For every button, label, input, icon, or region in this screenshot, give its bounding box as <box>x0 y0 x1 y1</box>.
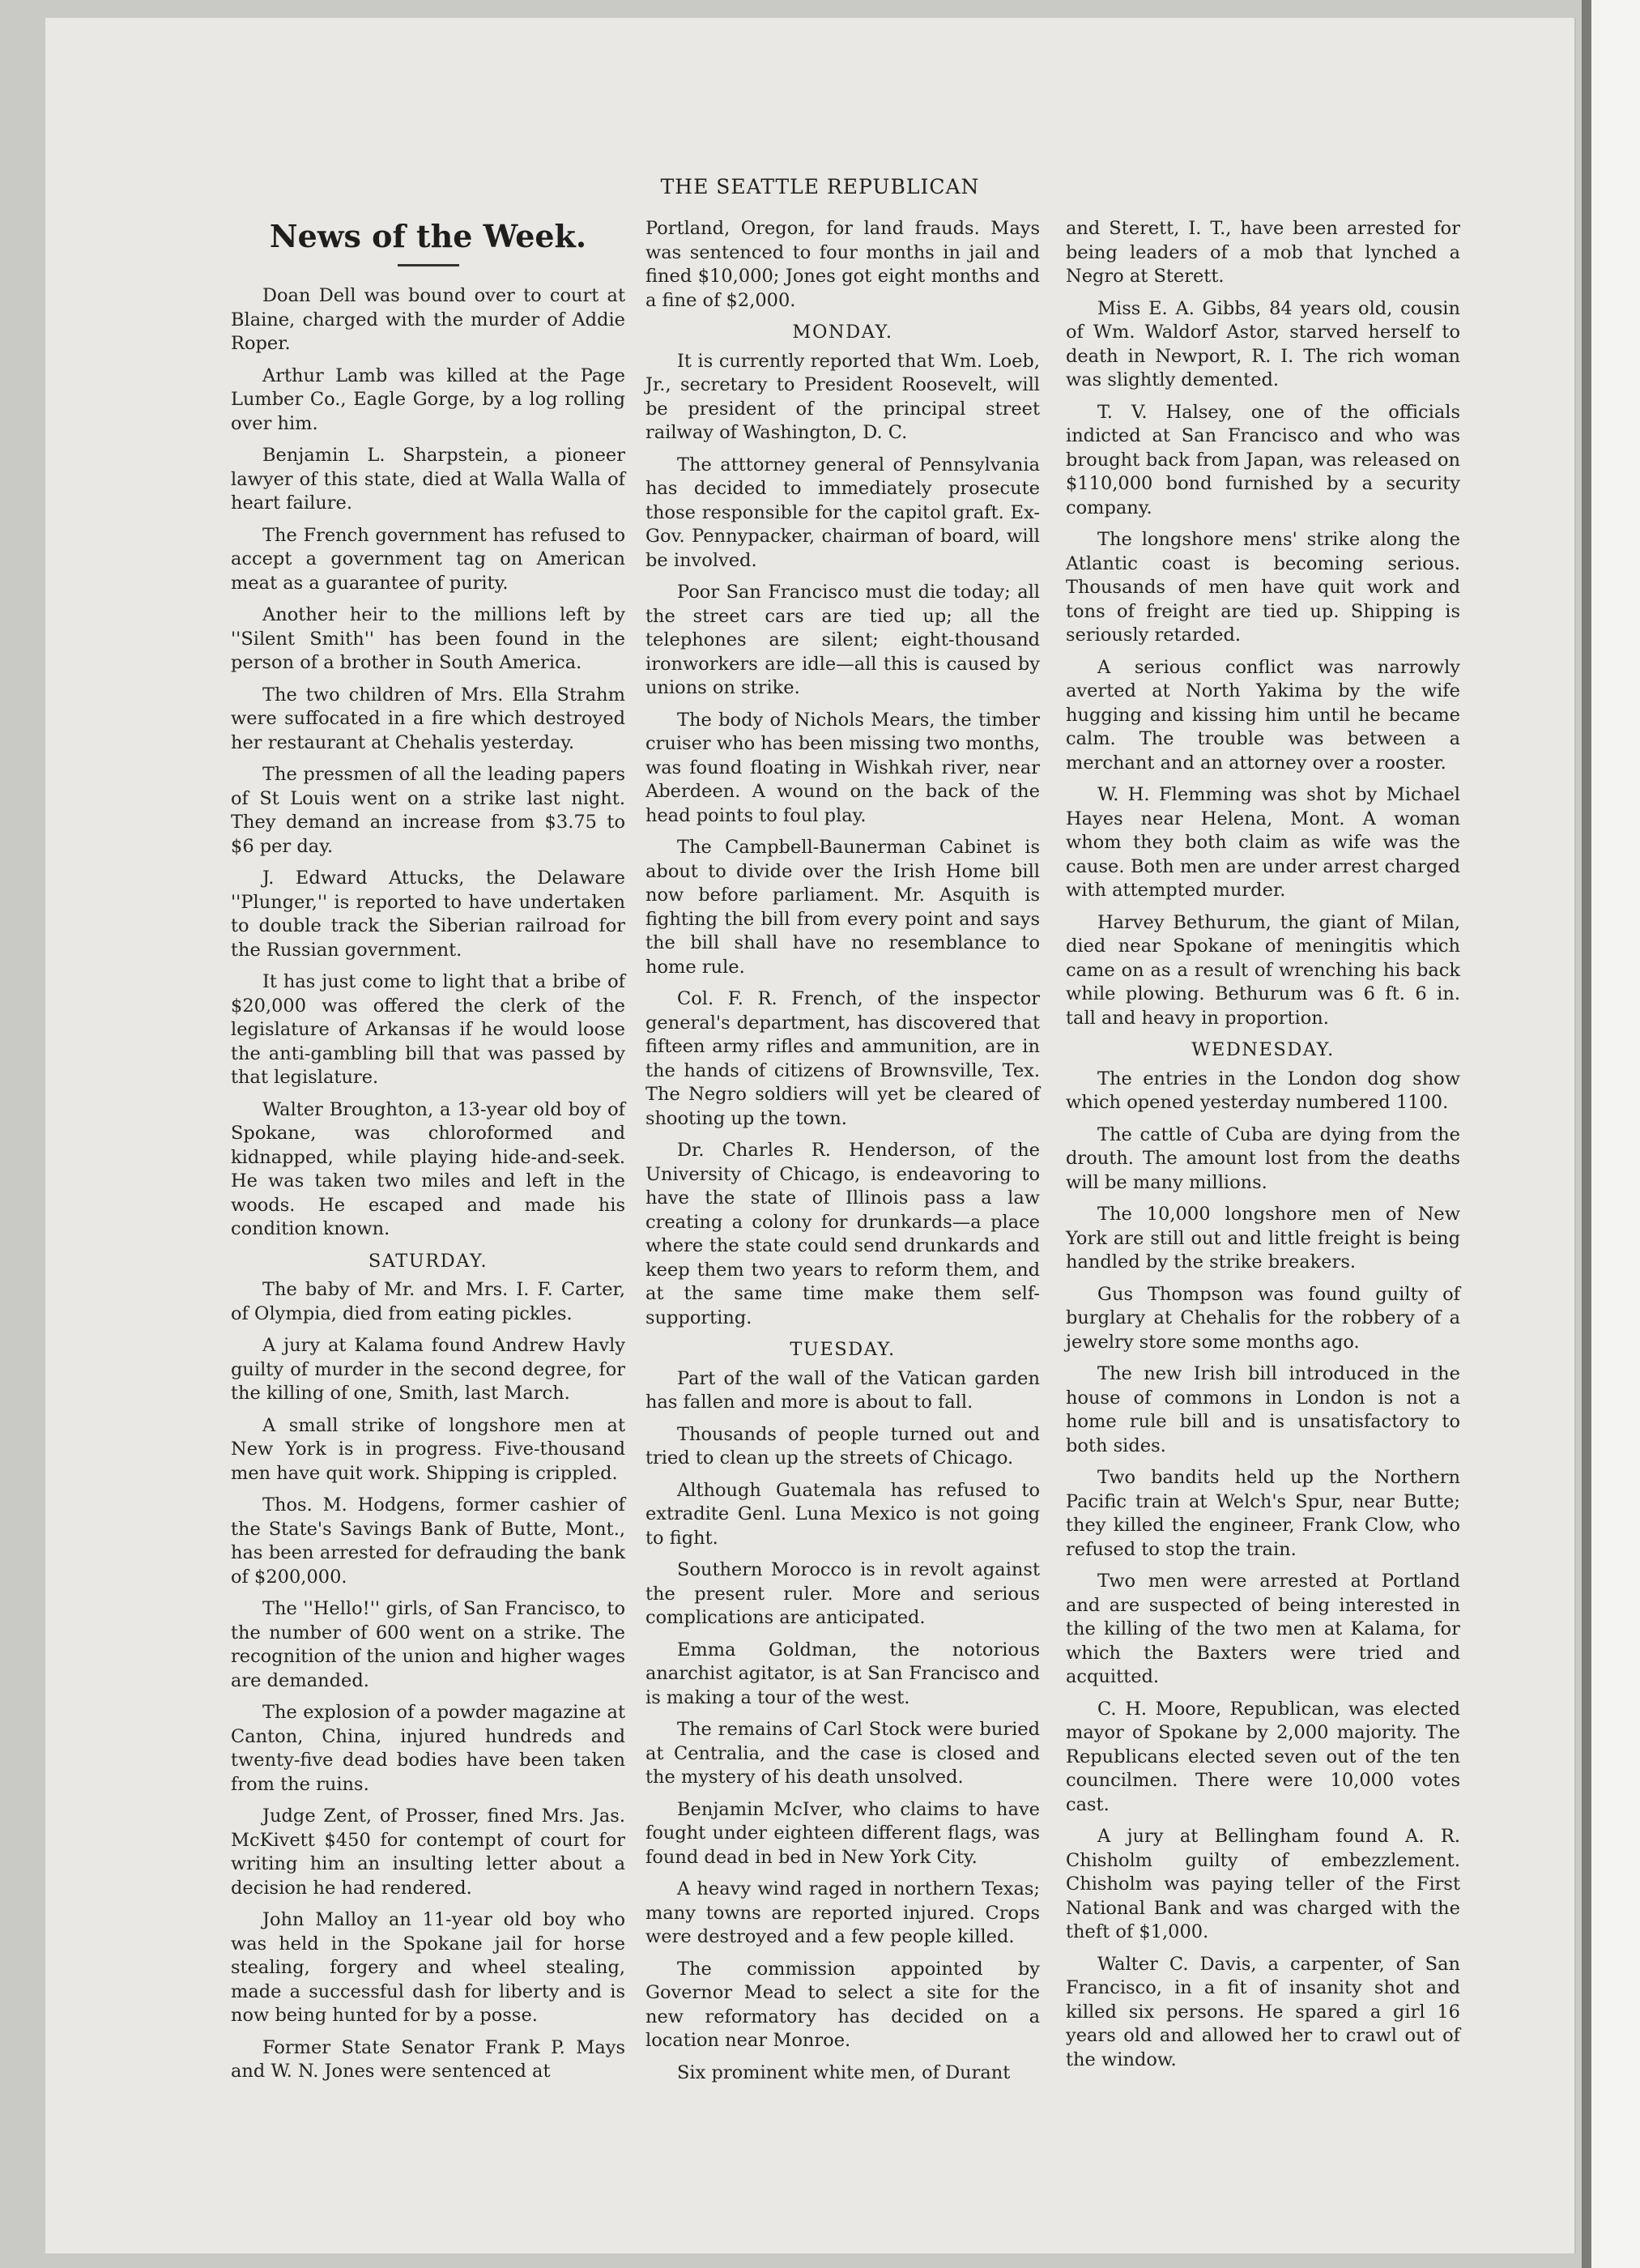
news-item: A jury at Bellingham found A. R. Chisholm guilty of embezzlement. Chisholm was paying teller of the First National Bank and was charged with the theft of $1,000. <box>1066 1826 1460 1942</box>
news-item: The ''Hello!'' girls, of San Francisco, to the number of 600 went on a strike. The recognition of the union and higher wages are demanded. <box>231 1598 625 1691</box>
news-item: T. V. Halsey, one of the officials indicted at San Francisco and who was brought back from Japan, was released on $110,000 bond furnished by a security company. <box>1066 401 1460 518</box>
news-item: Two men were arrested at Portland and are suspected of being interested in the killing of the two men at Kalama, for which the Baxters were tried and acquitted. <box>1066 1571 1460 1687</box>
day-heading-monday: MONDAY. <box>792 322 893 343</box>
column-3 <box>1066 217 1460 2080</box>
news-item: Arthur Lamb was killed at the Page Lumber Co., Eagle Gorge, by a log rolling over him. <box>231 364 625 434</box>
news-item: Miss E. A. Gibbs, 84 years old, cousin of Wm. Waldorf Astor, starved herself to death in Newport, R. I. The rich woman was slightly demented. <box>1066 297 1460 390</box>
news-item: A serious conflict was narrowly averted at North Yakima by the wife hugging and kissing him until he became calm. The trouble was between a merchant and an attorney over a rooster. <box>1066 656 1460 774</box>
news-item: W. H. Flemming was shot by Michael Hayes near Helena, Mont. A woman whom they both claim as wife was the cause. Both men are under arrest charged with attempted murder. <box>1066 784 1460 901</box>
news-item: The two children of Mrs. Ella Strahm were suffocated in a fire which destroyed her restaurant at Chehalis yesterday. <box>231 684 625 753</box>
news-item: Southern Morocco is in revolt against the present ruler. More and serious complications are anticipated. <box>645 1559 1040 1628</box>
news-item: Part of the wall of the Vatican garden has fallen and more is about to fall. <box>645 1367 1040 1413</box>
news-item: It is currently reported that Wm. Loeb, Jr., secretary to President Roosevelt, will be president of the principal street railway of Washington, D. C. <box>645 350 1040 443</box>
news-item-continued: Portland, Oregon, for land frauds. Mays was sentenced to four months in jail and fined $10,000; Jones got eight months and a fine of $2,000. <box>645 218 1040 311</box>
news-item: The Campbell-Baunerman Cabinet is about to divide over the Irish Home bill now before parliament. Mr. Asquith is fighting the bill from every point and says the bill shall have no resemblance to home rule. <box>645 837 1040 978</box>
day-heading-tuesday: TUESDAY. <box>790 1339 896 1360</box>
news-item: The body of Nichols Mears, the timber cruiser who has been missing two months, was found floating in Wishkah river, near Aberdeen. A wound on the back of the head points to foul play. <box>645 709 1041 826</box>
news-item: The French government has refused to accept a government tag on American meat as a guarantee of purity. <box>231 524 625 594</box>
news-item: The cattle of Cuba are dying from the drouth. The amount lost from the deaths will be many millions. <box>1066 1123 1460 1193</box>
news-item: The atttorney general of Pennsylvania has decided to immediately prosecute those responsible for the capitol graft. Ex-Gov. Pennypacker, chairman of board, will be involved. <box>645 454 1040 571</box>
news-item: The longshore mens' strike along the Atlantic coast is becoming serious. Thousands of men have quit work and tons of freight are tied up. Shipping is seriously retarded. <box>1066 529 1460 646</box>
news-item: Dr. Charles R. Henderson, of the University of Chicago, is endeavoring to have the state of Illinois pass a law creating a colony for drunkards—a place where the state could send drunkards and keep them two years to reform them, and at the same time make them self-supporting. <box>645 1140 1040 1328</box>
news-item: A heavy wind raged in northern Texas; many towns are reported injured. Crops were destroyed and a few people killed. <box>645 1878 1040 1947</box>
news-item: The pressmen of all the leading papers of St Louis went on a strike last night. They demand an increase from $3.75 to $6 per day. <box>231 764 625 857</box>
news-item: A jury at Kalama found Andrew Havly guilty of murder in the second degree, for the killing of one, Smith, last March. <box>231 1335 625 1404</box>
news-item: John Malloy an 11-year old boy who was held in the Spokane jail for horse stealing, forgery and wheel stealing, made a successful dash for liberty and is now being hunted for by a posse. <box>231 1909 625 2026</box>
news-item: A small strike of longshore men at New York is in progress. Five-thousand men have quit work. Shipping is crippled. <box>231 1414 625 1484</box>
news-item: The baby of Mr. and Mrs. I. F. Carter, of Olympia, died from eating pickles. <box>231 1279 625 1324</box>
news-item: Benjamin McIver, who claims to have fought under eighteen different flags, was found dead in bed in New York City. <box>645 1798 1040 1868</box>
day-heading-saturday: SATURDAY. <box>368 1250 488 1272</box>
adjacent-page <box>1591 0 1640 2268</box>
column-1 <box>231 217 625 2092</box>
news-item: Judge Zent, of Prosser, fined Mrs. Jas. McKivett $450 for contempt of court for writing him an insulting letter about a decision he had rendered. <box>231 1805 625 1899</box>
news-item: Another heir to the millions left by ''Silent Smith'' has been found in the person of a brother in South America. <box>231 604 625 673</box>
news-item: Thousands of people turned out and tried to clean up the streets of Chicago. <box>645 1423 1040 1469</box>
section-title: News of the Week. <box>269 218 587 254</box>
news-item: Gus Thompson was found guilty of burglary at Chehalis for the robbery of a jewelry store some months ago. <box>1066 1283 1460 1353</box>
day-heading-wednesday: WEDNESDAY. <box>1191 1039 1335 1060</box>
news-item: Col. F. R. French, of the inspector general's department, has discovered that fifteen army rifles and ammunition, are in the hands of citizens of Brownsville, Tex. The Negro soldiers will yet be cleared of shooting up the town. <box>645 988 1040 1129</box>
news-item: The new Irish bill introduced in the house of commons in London is not a home rule bill and is unsatisfactory to both sides. <box>1066 1363 1460 1456</box>
news-item: Doan Dell was bound over to court at Blaine, charged with the murder of Addie Roper. <box>231 285 625 354</box>
news-item: Benjamin L. Sharpstein, a pioneer lawyer of this state, died at Walla Walla of heart failure. <box>231 445 625 514</box>
news-item: Poor San Francisco must die today; all the street cars are tied up; all the telephones are silent; eight-thousand ironworkers are idle—all this is caused by unions on strike. <box>645 582 1040 698</box>
news-item: It has just come to light that a bribe of $20,000 was offered the clerk of the legislature of Arkansas if he would loose the anti-gambling bill that was passed by that legislature. <box>231 971 625 1088</box>
news-item-continued: and Sterett, I. T., have been arrested for being leaders of a mob that lynched a Negro at Sterett. <box>1066 218 1460 287</box>
title-rule <box>398 264 459 266</box>
news-item: Six prominent white men, of Durant <box>677 2061 1011 2083</box>
news-item: The explosion of a powder magazine at Canton, China, injured hundreds and twenty-five dead bodies have been taken from the ruins. <box>231 1702 625 1795</box>
news-item: C. H. Moore, Republican, was elected mayor of Spokane by 2,000 majority. The Republicans elected seven out of the ten councilmen. There were 10,000 votes cast. <box>1066 1698 1460 1815</box>
news-item: The 10,000 longshore men of New York are still out and little freight is being handled by the strike breakers. <box>1066 1204 1460 1273</box>
news-item: The commission appointed by Governor Mead to select a site for the new reformatory has decided on a location near Monroe. <box>645 1958 1040 2051</box>
news-item: The entries in the London dog show which opened yesterday numbered 1100. <box>1066 1068 1460 1113</box>
running-head: THE SEATTLE REPUBLICAN <box>660 175 980 198</box>
news-item: Walter C. Davis, a carpenter, of San Francisco, in a fit of insanity shot and killed six persons. He spared a girl 16 years old and allowed her to crawl out of the window. <box>1066 1953 1460 2070</box>
news-item: J. Edward Attucks, the Delaware ''Plunger,'' is reported to have undertaken to double track the Siberian railroad for the Russian government. <box>231 868 625 961</box>
news-item: The remains of Carl Stock were buried at Centralia, and the case is closed and the mystery of his death unsolved. <box>645 1719 1040 1788</box>
news-item: Thos. M. Hodgens, former cashier of the State's Savings Bank of Butte, Mont., has been arrested for defrauding the bank of $200,000. <box>231 1494 625 1588</box>
news-item: Although Guatemala has refused to extradite Genl. Luna Mexico is not going to fight. <box>645 1479 1040 1549</box>
column-2 <box>645 217 1040 2093</box>
news-item: Emma Goldman, the notorious anarchist agitator, is at San Francisco and is making a tour of the west. <box>645 1639 1040 1708</box>
news-item: Harvey Bethurum, the giant of Milan, died near Spokane of meningitis which came on as a result of wrenching his back while plowing. Bethurum was 6 ft. 6 in. tall and heavy in proportion. <box>1066 911 1460 1029</box>
news-item: Two bandits held up the Northern Pacific train at Welch's Spur, near Butte; they killed the engineer, Frank Clow, who refused to stop the train. <box>1066 1467 1460 1560</box>
news-item: Walter Broughton, a 13-year old boy of Spokane, was chloroformed and kidnapped, while playing hide-and-seek. He was taken two miles and left in the woods. He escaped and made his condition known. <box>231 1098 625 1239</box>
news-item: Former State Senator Frank P. Mays and W. N. Jones were sentenced at <box>231 2036 625 2082</box>
